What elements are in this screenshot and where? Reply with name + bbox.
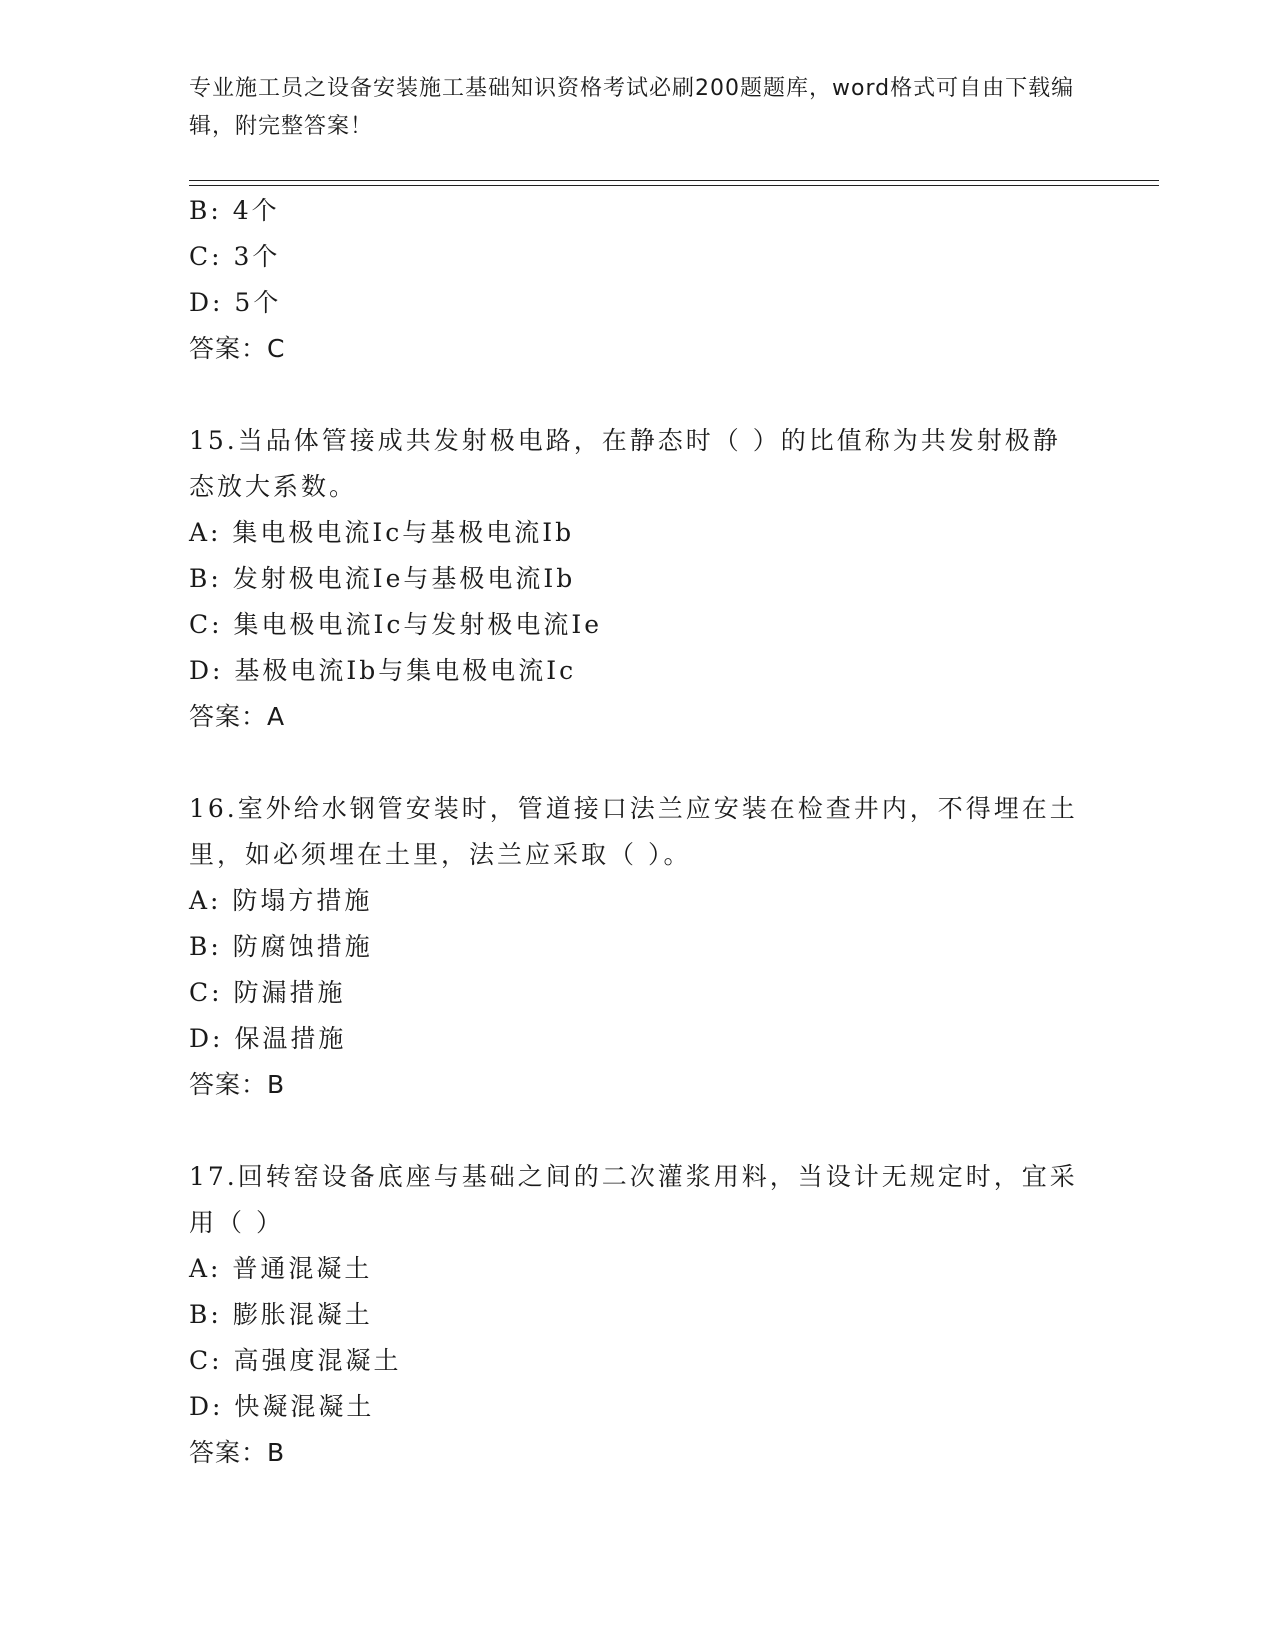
- option-d: D: 5个: [189, 288, 282, 317]
- option-d: D: 快凝混凝土: [189, 1392, 375, 1421]
- answer-line: 答案：C: [189, 334, 286, 363]
- spacer: [189, 372, 1089, 418]
- option-d: D: 基极电流Ib与集电极电流Ic: [189, 656, 577, 685]
- question-stem: 15.当品体管接成共发射极电路，在静态时（ ）的比值称为共发射极静态放大系数。: [189, 426, 1061, 501]
- option-b: B: 防腐蚀措施: [189, 932, 373, 961]
- header-rule-top: [189, 180, 1159, 181]
- option-c: C: 3个: [189, 242, 281, 271]
- option-a: A: 集电极电流Ic与基极电流Ib: [189, 518, 575, 547]
- option-b: B: 4个: [189, 196, 280, 225]
- option-a: A: 普通混凝土: [189, 1254, 373, 1283]
- spacer: [189, 1108, 1089, 1154]
- question-17: [189, 1154, 1089, 1476]
- question-stem: 16.室外给水钢管安装时，管道接口法兰应安装在检查井内，不得埋在土里，如必须埋在土里，法兰应采取（ ）。: [189, 794, 1078, 869]
- option-c: C: 防漏措施: [189, 978, 346, 1007]
- carryover-question: [189, 188, 1089, 372]
- header-rule-bottom: [189, 185, 1159, 186]
- document-header: 专业施工员之设备安装施工基础知识资格考试必刷200题题库，word格式可自由下载编辑，附完整答案！: [189, 76, 1075, 139]
- question-stem: 17.回转窑设备底座与基础之间的二次灌浆用料，当设计无规定时，宜采用（ ）: [189, 1162, 1078, 1237]
- option-d: D: 保温措施: [189, 1024, 347, 1053]
- question-15: [189, 418, 1089, 740]
- option-c: C: 集电极电流Ic与发射极电流Ie: [189, 610, 603, 639]
- answer-line: 答案：A: [189, 702, 286, 731]
- option-b: B: 膨胀混凝土: [189, 1300, 373, 1329]
- spacer: [189, 740, 1089, 786]
- option-c: C: 高强度混凝土: [189, 1346, 402, 1375]
- question-list: [189, 188, 1089, 1476]
- option-a: A: 防塌方措施: [189, 886, 373, 915]
- option-b: B: 发射极电流Ie与基极电流Ib: [189, 564, 576, 593]
- answer-line: 答案：B: [189, 1070, 286, 1099]
- answer-line: 答案：B: [189, 1438, 286, 1467]
- question-16: [189, 786, 1089, 1108]
